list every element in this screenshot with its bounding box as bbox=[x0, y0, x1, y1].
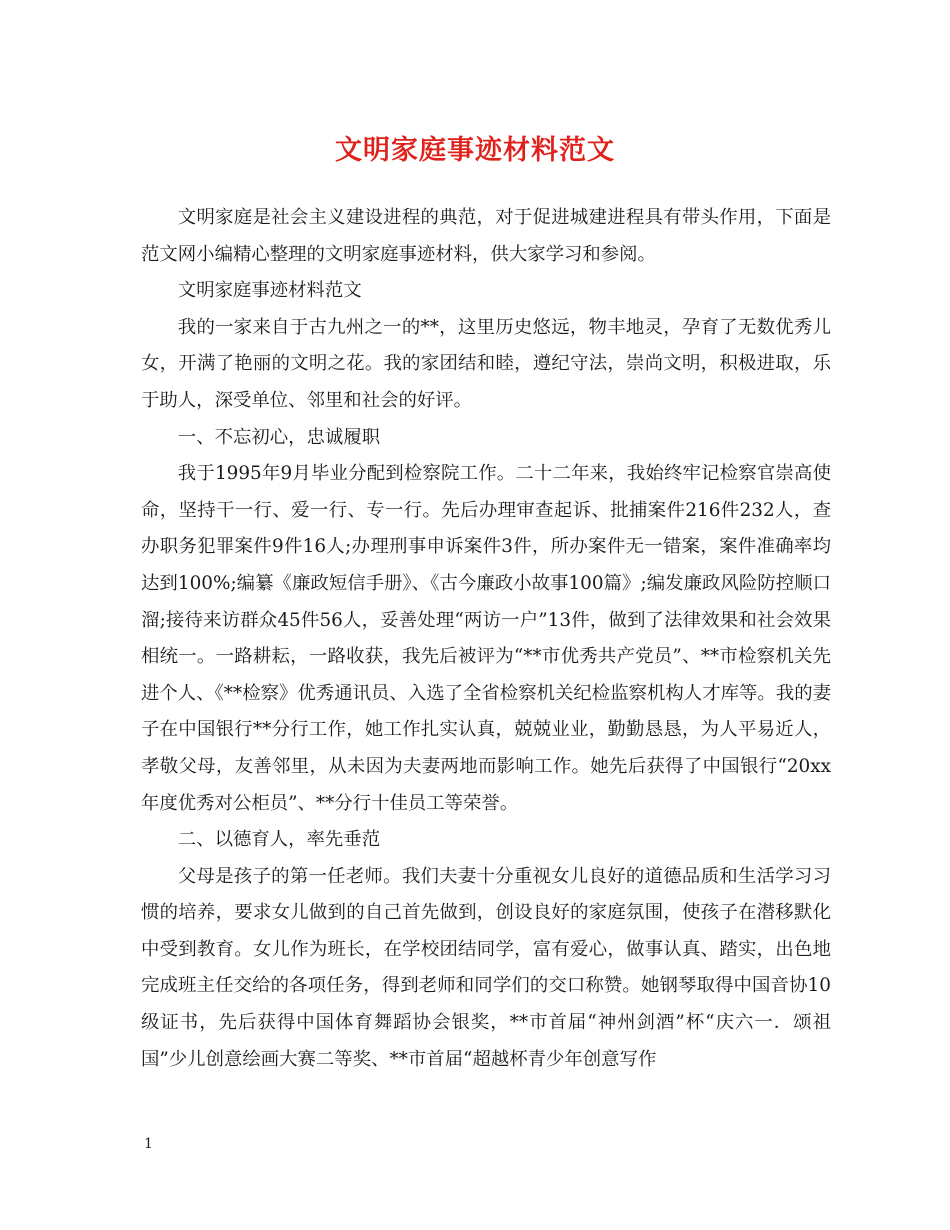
subtitle-paragraph: 文明家庭事迹材料范文 bbox=[177, 280, 362, 302]
section-heading-1: 一、不忘初心，忠诚履职 bbox=[177, 426, 381, 448]
document-title: 文明家庭事迹材料范文 bbox=[335, 135, 615, 166]
work-paragraph: 我于1995年9月毕业分配到检察院工作。二十二年来，我始终牢记检察官崇高使命，坚持干一行、爱一行、专一行。先后办理审查起诉、批捕案件216件232人，查办职务犯罪案件9件16人;办理刑事申诉案件3件，所办案件无一错案，案件准确率均达到100%;编纂《廉政短信手册》、《古今廉政小故事100篇》;编发廉政风险防控顺口溜;接待来访群众45件56人，妥善处理“两访一户”13件，做到了法律效果和社会效果相统一。一路耕耘，一路收获，我先后被评为“**市优秀共产党员”、**市检察机关先进个人、《**检察》优秀通讯员、入选了全省检察机关纪检监察机构人才库等。我的妻子在中国银行**分行工作，她工作扎实认真，兢兢业业，勤勤恳恳，为人平易近人，孝敬父母，友善邻里，从未因为夫妻两地而影响工作。她先后获得了中国银行“20xx年度优秀对公柜员”、**分行十佳员工等荣誉。 bbox=[141, 463, 831, 814]
document-body bbox=[141, 200, 831, 1078]
family-paragraph: 我的一家来自于古九州之一的**，这里历史悠远，物丰地灵，孕育了无数优秀儿女，开满了艳丽的文明之花。我的家团结和睦，遵纪守法，崇尚文明，积极进取，乐于助人，深受单位、邻里和社会的好评。 bbox=[141, 316, 831, 411]
education-paragraph: 父母是孩子的第一任老师。我们夫妻十分重视女儿良好的道德品质和生活学习习惯的培养，要求女儿做到的自己首先做到，创设良好的家庭氛围，使孩子在潜移默化中受到教育。女儿作为班长，在学校团结同学，富有爱心，做事认真、踏实，出色地完成班主任交给的各项任务，得到老师和同学们的交口称赞。她钢琴取得中国音协10级证书，先后获得中国体育舞蹈协会银奖，**市首届“神州剑酒”杯“庆六一．颂祖国”少儿创意绘画大赛二等奖、**市首届“超越杯青少年创意写作 bbox=[141, 865, 831, 1070]
intro-paragraph: 文明家庭是社会主义建设进程的典范，对于促进城建进程具有带头作用，下面是范文网小编精心整理的文明家庭事迹材料，供大家学习和参阅。 bbox=[141, 207, 831, 265]
page-number: 1 bbox=[144, 1136, 153, 1152]
section-heading-2: 二、以德育人，率先垂范 bbox=[177, 829, 381, 851]
